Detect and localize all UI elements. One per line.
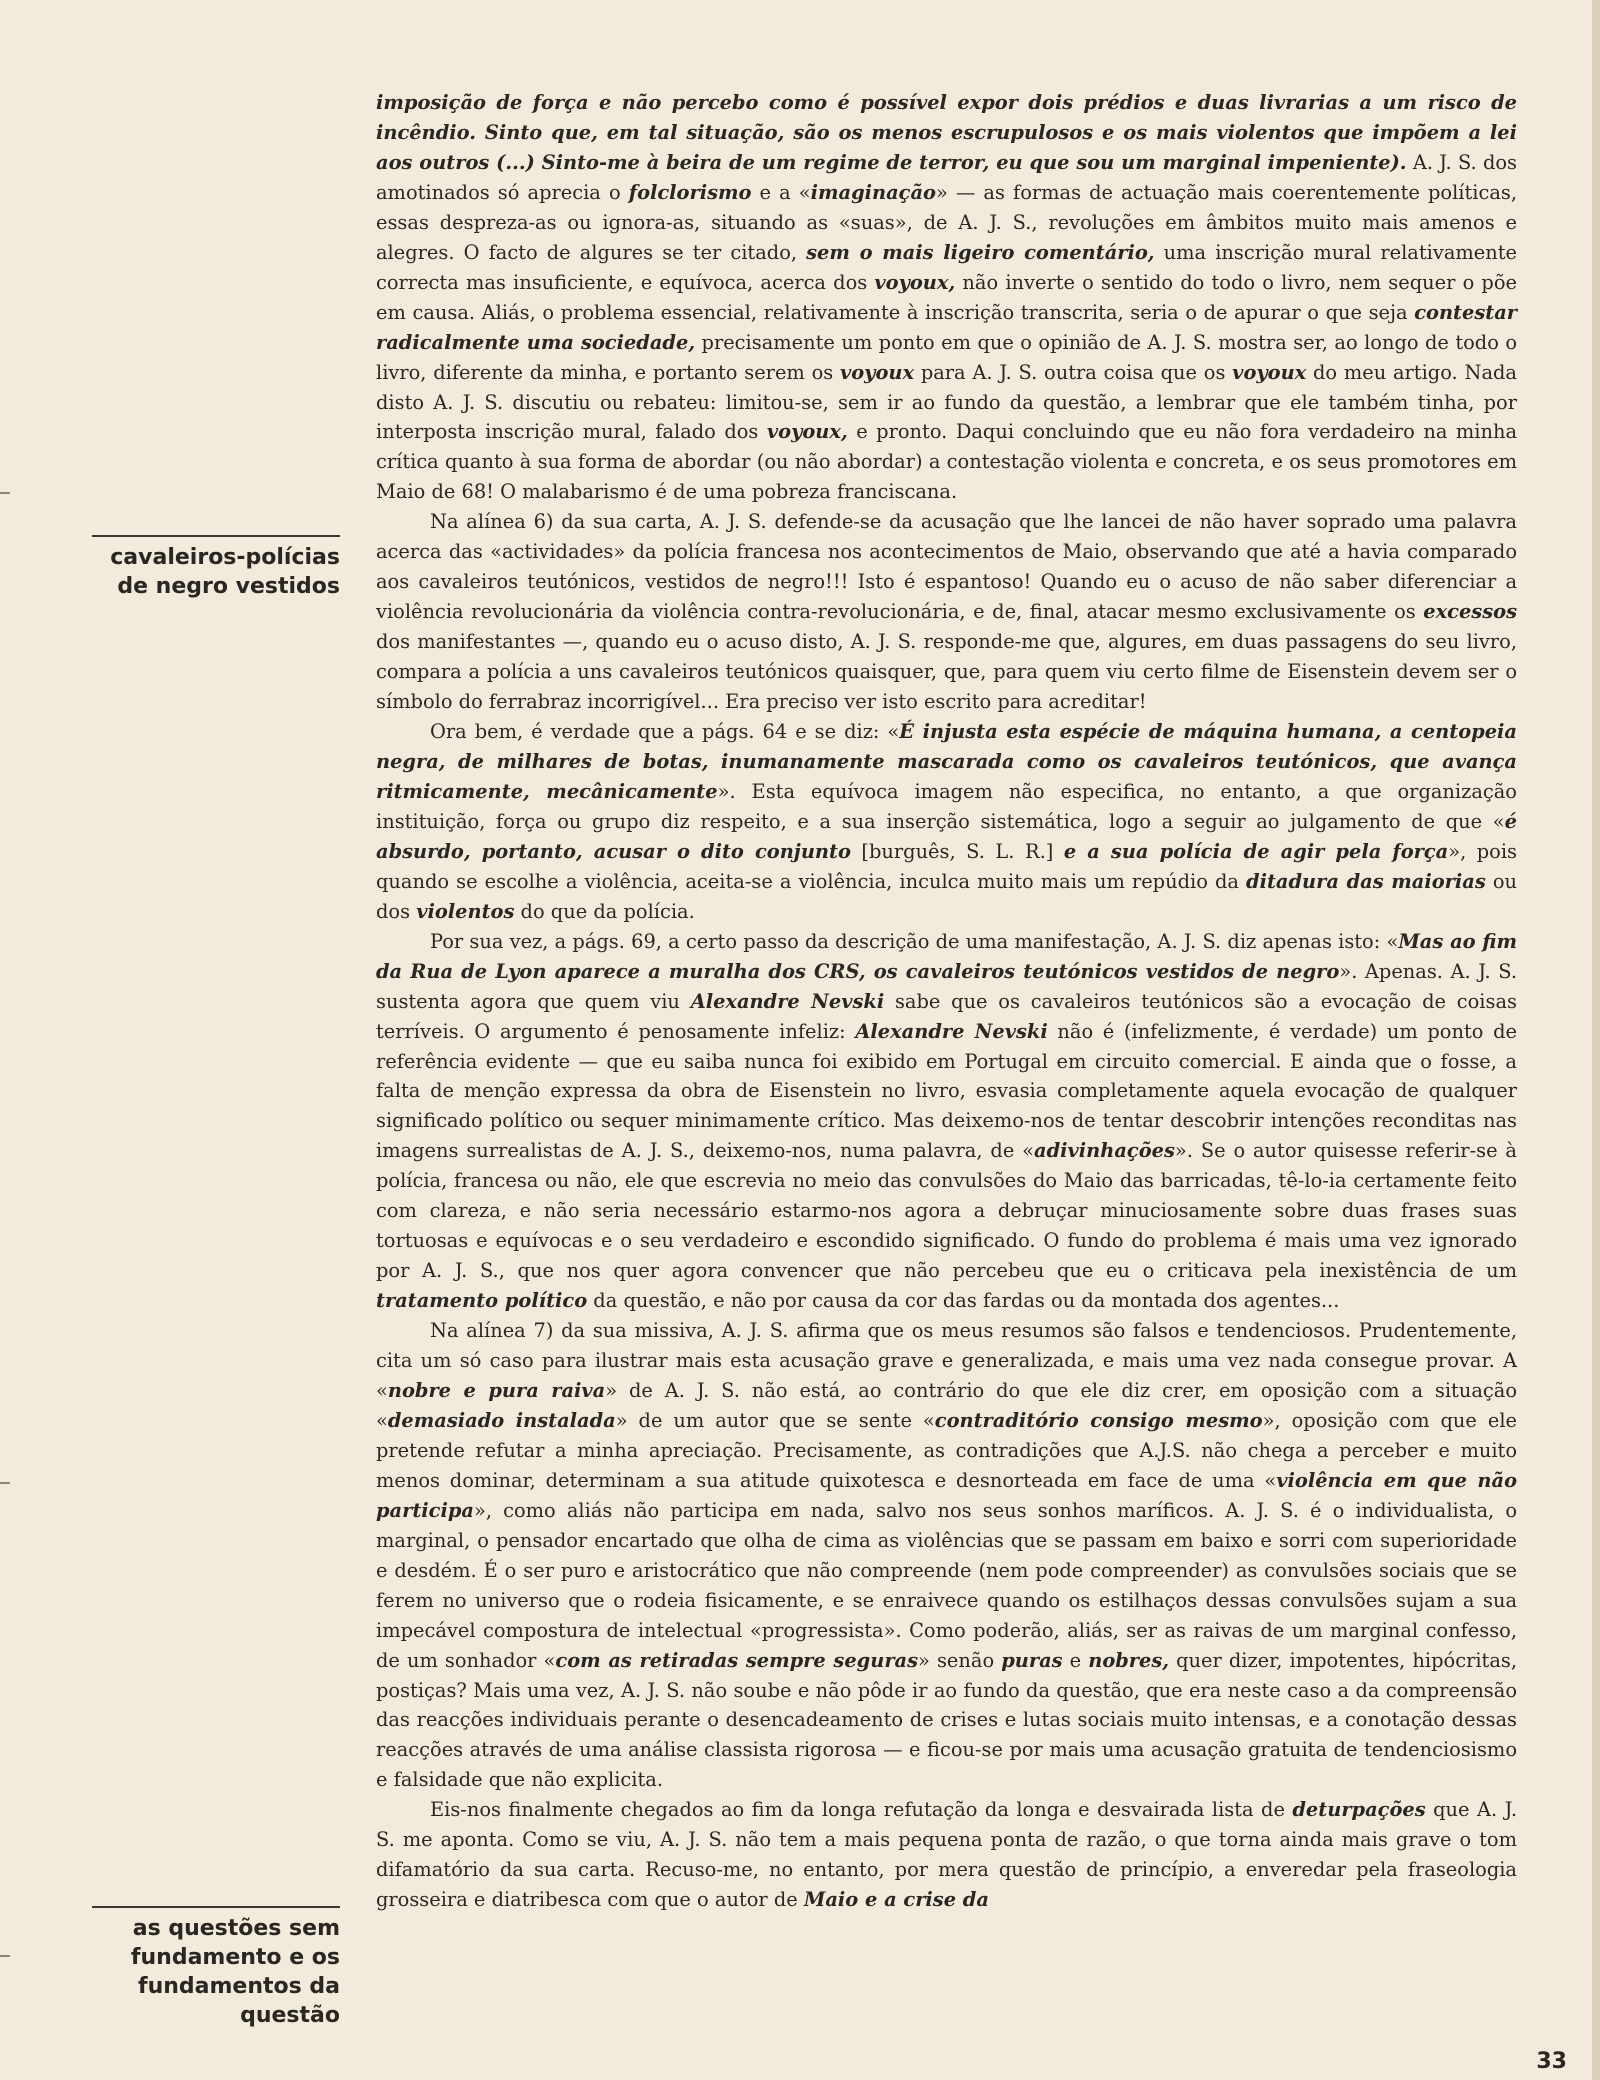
italic-run: voyoux, bbox=[766, 420, 848, 444]
italic-run: voyoux bbox=[839, 360, 915, 384]
text-run: e a « bbox=[751, 180, 811, 204]
italic-run: É injusta esta espécie de máquina humana, a centopeia negra, de milhares de botas, inumanamente mascarada como os cavaleiros teutónicos, que avança ritmicamente, mecânicamente bbox=[376, 720, 1517, 803]
italic-run: voyoux, bbox=[874, 270, 956, 294]
italic-run: contestar radicalmente uma sociedade, bbox=[376, 300, 1517, 354]
text-run: do que da polícia. bbox=[514, 899, 695, 923]
text-run: do meu artigo. Nada disto A. J. S. discutiu ou rebateu: limitou-se, sem ir ao fundo da questão, a lembrar que ele também tinha, por interposta inscrição mural, falado dos bbox=[376, 360, 1517, 444]
text-run: da questão, e não por causa da cor das fardas ou da montada dos agentes... bbox=[587, 1289, 1340, 1313]
text-run: e bbox=[1062, 1648, 1089, 1672]
text-run: ». Se o autor quisesse referir-se à polícia, francesa ou não, ele que escrevia no meio das convulsões do Maio das barricadas, tê-lo-ia certamente feito com clareza, e não seria necessário estarmo-nos agora a debruçar minuciosamente sobre duas frases suas tortuosas e equívocas e o seu verdadeiro e escondido significado. O fundo do problema é mais uma vez ignorado por A. J. S., que nos quer agora convencer que não percebeu que eu o criticava pela inexistência de um bbox=[376, 1139, 1517, 1283]
page-number: 33 bbox=[1536, 2049, 1567, 2074]
italic-run: excessos bbox=[1423, 600, 1517, 624]
italic-run: imaginação bbox=[810, 180, 936, 204]
margin-tick bbox=[0, 1482, 10, 1484]
margin-tick bbox=[0, 1955, 10, 1957]
italic-run: com as retiradas sempre seguras bbox=[555, 1648, 919, 1672]
text-run: precisamente um ponto em que o opinião de A. J. S. mostra ser, ao longo de todo o livro, diferente da minha, e portanto serem os bbox=[376, 330, 1517, 384]
italic-run: adivinhações bbox=[1034, 1139, 1175, 1163]
text-run: para A. J. S. outra coisa que os bbox=[914, 360, 1233, 384]
text-run: » de A. J. S. não está, ao contrário do que ele diz crer, em oposição com a situação « bbox=[376, 1378, 1517, 1432]
text-run: Eis-nos finalmente chegados ao fim da longa refutação da longa e desvairada lista de bbox=[430, 1798, 1293, 1822]
italic-run: puras bbox=[1001, 1648, 1063, 1672]
italic-run: Maio e a crise da bbox=[803, 1888, 989, 1912]
sidenote-questoes: as questões sem fundamento e os fundamentos da questão bbox=[92, 1906, 340, 2030]
text-run: », como aliás não participa em nada, salvo nos seus sonhos maríficos. A. J. S. é o individualista, o marginal, o pensador encartado que olha de cima as violências que se passam em baixo e sorri com superioridade e desdém. É o ser puro e aristocrático que não compreende (nem pode compreender) as convulsões sociais que se ferem no universo que o rodeia fisicamente, e se enraivece quando os estilhaços dessas convulsões sujam a sua impecável compostura de intelectual «progressista». Como poderão, aliás, ser as raivas de um marginal confesso, de um sonhador « bbox=[376, 1498, 1517, 1672]
text-run: Ora bem, é verdade que a págs. 64 e se diz: « bbox=[430, 720, 900, 744]
text-run: Na alínea 6) da sua carta, A. J. S. defende-se da acusação que lhe lancei de não haver soprado uma palavra acerca das «actividades» da polícia francesa nos acontecimentos de Maio, observando que até a havia comparado aos cavaleiros teutónicos, vestidos de negro!!! Isto é espantoso! Quando eu o acuso de não saber diferenciar a violência revolucionária da violência contra-revolucionária, e de, final, atacar mesmo exclusivamente os bbox=[376, 510, 1517, 624]
text-run: » senão bbox=[918, 1648, 1002, 1672]
italic-run: é absurdo, portanto, acusar o dito conjunto bbox=[376, 809, 1517, 863]
paragraph bbox=[376, 1316, 1517, 1795]
text-run: e pronto. Daqui concluindo que eu não fora verdadeiro na minha crítica quanto à sua forma de abordar (ou não abordar) a contestação violenta e concreta, e os seus promotores em Maio de 68! O malabarismo é de uma pobreza franciscana. bbox=[376, 420, 1518, 504]
italic-run: nobres, bbox=[1088, 1648, 1170, 1672]
text-run: Por sua vez, a págs. 69, a certo passo da descrição de uma manifestação, A. J. S. diz apenas isto: « bbox=[430, 929, 1399, 953]
sidenote-cavaleiros: cavaleiros-polícias de negro vestidos bbox=[92, 535, 340, 601]
text-run: ou dos bbox=[376, 869, 1517, 923]
italic-run: demasiado instalada bbox=[387, 1408, 616, 1432]
paragraph bbox=[376, 927, 1517, 1316]
text-run: dos manifestantes —, quando eu o acuso disto, A. J. S. responde-me que, algures, em duas passagens do seu livro, compara a polícia a uns cavaleiros teutónicos quaisquer, que, para quem viu certo filme de Eisenstein devem ser o símbolo do ferrabraz incorrigível... Era preciso ver isto escrito para acreditar! bbox=[376, 630, 1517, 714]
text-run: » de um autor que se sente « bbox=[615, 1408, 935, 1432]
italic-run: ditadura das maiorias bbox=[1246, 869, 1486, 893]
italic-run: imposição de força e não percebo como é possível expor dois prédios e duas livrarias a um risco de incêndio. Sinto que, em tal situação, são os menos escrupulosos e os mais violentos que impõem a lei aos outros (...) Sinto-me à beira de um regime de terror, eu que sou um marginal impeniente). bbox=[376, 91, 1517, 174]
text-run: Na alínea 7) da sua missiva, A. J. S. afirma que os meus resumos são falsos e tendenciosos. Prudentemente, cita um só caso para ilustrar mais esta acusação grave e generalizada, e mais uma vez nada consegue provar. A « bbox=[376, 1319, 1517, 1402]
italic-run: Mas ao fim da Rua de Lyon aparece a muralha dos CRS, os cavaleiros teutónicos vestidos de negro bbox=[376, 929, 1517, 983]
italic-run: e a sua polícia de agir pela força bbox=[1063, 839, 1449, 863]
italic-run: nobre e pura raiva bbox=[387, 1378, 606, 1402]
italic-run: deturpações bbox=[1292, 1798, 1426, 1822]
paragraph bbox=[376, 1795, 1517, 1915]
text-run: », oposição com que ele pretende refutar a minha apreciação. Precisamente, as contradições que A.J.S. não chega a perceber e muito menos dominar, determinam a sua atitude quixotesca e desnorteada em face de uma « bbox=[376, 1408, 1517, 1492]
text-run: ». Esta equívoca imagem não especifica, no entanto, a que organização instituição, força ou grupo diz respeito, e a sua inserção sistemática, logo a seguir ao julgamento de que « bbox=[376, 779, 1517, 833]
text-run: [burguês, S. L. R.] bbox=[850, 839, 1064, 863]
italic-run: violência em que não participa bbox=[376, 1468, 1517, 1522]
text-run: ». Apenas. A. J. S. sustenta agora que quem viu bbox=[376, 959, 1517, 1013]
text-run: não inverte o sentido do todo o livro, nem sequer o põe em causa. Aliás, o problema essencial, relativamente à inscrição transcrita, seria o de apurar o que seja bbox=[376, 270, 1517, 324]
italic-run: violentos bbox=[416, 899, 515, 923]
article-body bbox=[376, 88, 1517, 1915]
margin-tick bbox=[0, 492, 10, 494]
paragraph bbox=[376, 88, 1517, 507]
text-run: » — as formas de actuação mais coerentemente políticas, essas despreza-as ou ignora-as, situando as «suas», de A. J. S., revoluções em âmbitos muito mais amenos e alegres. O facto de algures se ter citado, bbox=[376, 180, 1518, 264]
paragraph bbox=[376, 507, 1517, 717]
text-run: que A. J. S. me aponta. Como se viu, A. J. S. não tem a mais pequena ponta de razão, o que torna ainda mais grave o tom difamatório da sua carta. Recuso-me, no entanto, por mera questão de princípio, a enveredar pela fraseologia grosseira e diatribesca com que o autor de bbox=[376, 1798, 1517, 1912]
italic-run: Alexandre Nevski bbox=[855, 1019, 1048, 1043]
italic-run: contraditório consigo mesmo bbox=[934, 1408, 1263, 1432]
italic-run: Alexandre Nevski bbox=[690, 989, 885, 1013]
text-run: sabe que os cavaleiros teutónicos são a evocação de coisas terríveis. O argumento é penosamente infeliz: bbox=[376, 989, 1517, 1043]
text-run: A. J. S. dos amotinados só aprecia o bbox=[376, 150, 1518, 204]
text-run: », pois quando se escolhe a violência, aceita-se a violência, inculca muito mais um repúdio da bbox=[376, 839, 1518, 893]
italic-run: voyoux bbox=[1232, 360, 1307, 384]
italic-run: sem o mais ligeiro comentário, bbox=[806, 240, 1155, 264]
text-run: quer dizer, impotentes, hipócritas, postiças? Mais uma vez, A. J. S. não soube e não pôde ir ao fundo da questão, que era neste caso a da compreensão das reacções individuais perante o desencadeamento de crises e lutas sociais muito intensas, e a conotação dessas reacções através de uma análise classista rigorosa — e ficou-se por mais uma acusação gratuita de tendenciosismo e falsidade que não explicita. bbox=[376, 1648, 1518, 1792]
paragraph bbox=[376, 717, 1517, 927]
italic-run: folclorismo bbox=[628, 180, 752, 204]
text-run: uma inscrição mural relativamente correcta mas insuficiente, e equívoca, acerca dos bbox=[376, 240, 1517, 294]
text-run: não é (infelizmente, é verdade) um ponto de referência evidente — que eu saiba nunca foi exibido em Portugal em circuito comercial. E ainda que o fosse, a falta de menção expressa da obra de Eisenstein no livro, esvasia completamente aquela evocação de qualquer significado político ou sequer minimamente crítico. Mas deixemo-nos de tentar descobrir intenções reconditas nas imagens surrealistas de A. J. S., deixemo-nos, numa palavra, de « bbox=[376, 1019, 1517, 1163]
italic-run: tratamento político bbox=[376, 1289, 588, 1313]
page-gutter-shadow bbox=[1592, 0, 1600, 2080]
